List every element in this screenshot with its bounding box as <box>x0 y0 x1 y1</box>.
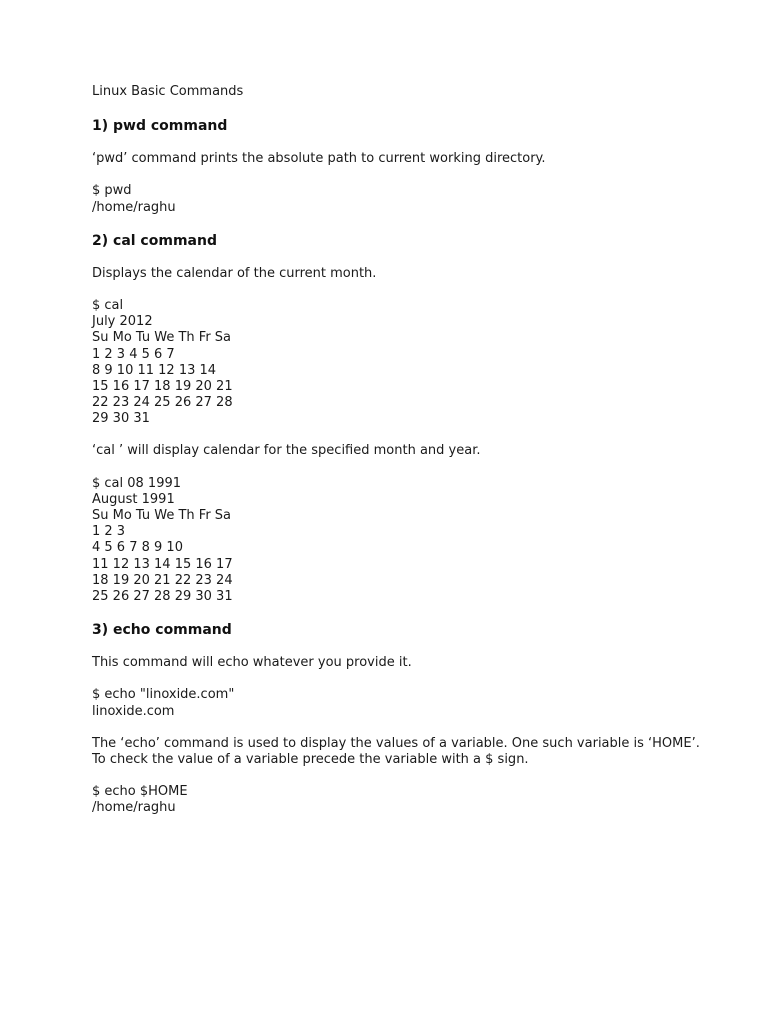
code-line: $ pwd <box>92 183 132 199</box>
code-line: /home/raghu <box>92 199 176 215</box>
code-line: $ echo "linoxide.com" <box>92 687 235 703</box>
section-heading: 2) cal command <box>92 232 217 249</box>
code-example-2 <box>92 784 752 816</box>
section-description: Displays the calendar of the current month. <box>92 265 377 281</box>
code-example-2 <box>92 476 752 606</box>
code-line: 4 5 6 7 8 9 10 <box>92 540 183 556</box>
section-echo <box>92 621 752 816</box>
section-description: ‘pwd’ command prints the absolute path to current working directory. <box>92 151 546 167</box>
code-example <box>92 183 752 215</box>
code-line: August 1991 <box>92 491 175 507</box>
section-description: This command will echo whatever you provide it. <box>92 655 412 671</box>
code-line: 8 9 10 11 12 13 14 <box>92 362 217 378</box>
code-line: 18 19 20 21 22 23 24 <box>92 572 233 588</box>
section-description-2: ‘cal ’ will display calendar for the specified month and year. <box>92 443 481 459</box>
section-cal <box>92 232 752 605</box>
section-pwd <box>92 117 752 216</box>
code-line: Su Mo Tu We Th Fr Sa <box>92 508 232 523</box>
document-page <box>92 84 752 832</box>
document-title: Linux Basic Commands <box>92 84 244 99</box>
paragraph-line: To check the value of a variable precede the variable with a $ sign. <box>92 751 529 767</box>
code-line: linoxide.com <box>92 703 175 719</box>
code-line: 22 23 24 25 26 27 28 <box>92 395 233 411</box>
code-line: 25 26 27 28 29 30 31 <box>92 588 233 604</box>
code-example <box>92 298 752 428</box>
code-example <box>92 687 752 719</box>
code-line: $ cal 08 1991 <box>92 475 182 491</box>
paragraph-line: The ‘echo’ command is used to display the values of a variable. One such variable is ‘HOME’. <box>92 735 700 751</box>
code-line: 29 30 31 <box>92 411 150 427</box>
code-line: /home/raghu <box>92 800 176 816</box>
code-line: $ cal <box>92 297 124 313</box>
code-line: Su Mo Tu We Th Fr Sa <box>92 330 232 346</box>
section-description-2 <box>92 736 752 768</box>
section-heading: 3) echo command <box>92 622 232 639</box>
code-line: 1 2 3 <box>92 524 126 540</box>
code-line: 11 12 13 14 15 16 17 <box>92 556 233 572</box>
section-heading: 1) pwd command <box>92 118 228 135</box>
code-line: 1 2 3 4 5 6 7 <box>92 346 175 362</box>
code-line: $ echo $HOME <box>92 784 188 800</box>
code-line: 15 16 17 18 19 20 21 <box>92 378 233 394</box>
code-line: July 2012 <box>92 314 153 330</box>
